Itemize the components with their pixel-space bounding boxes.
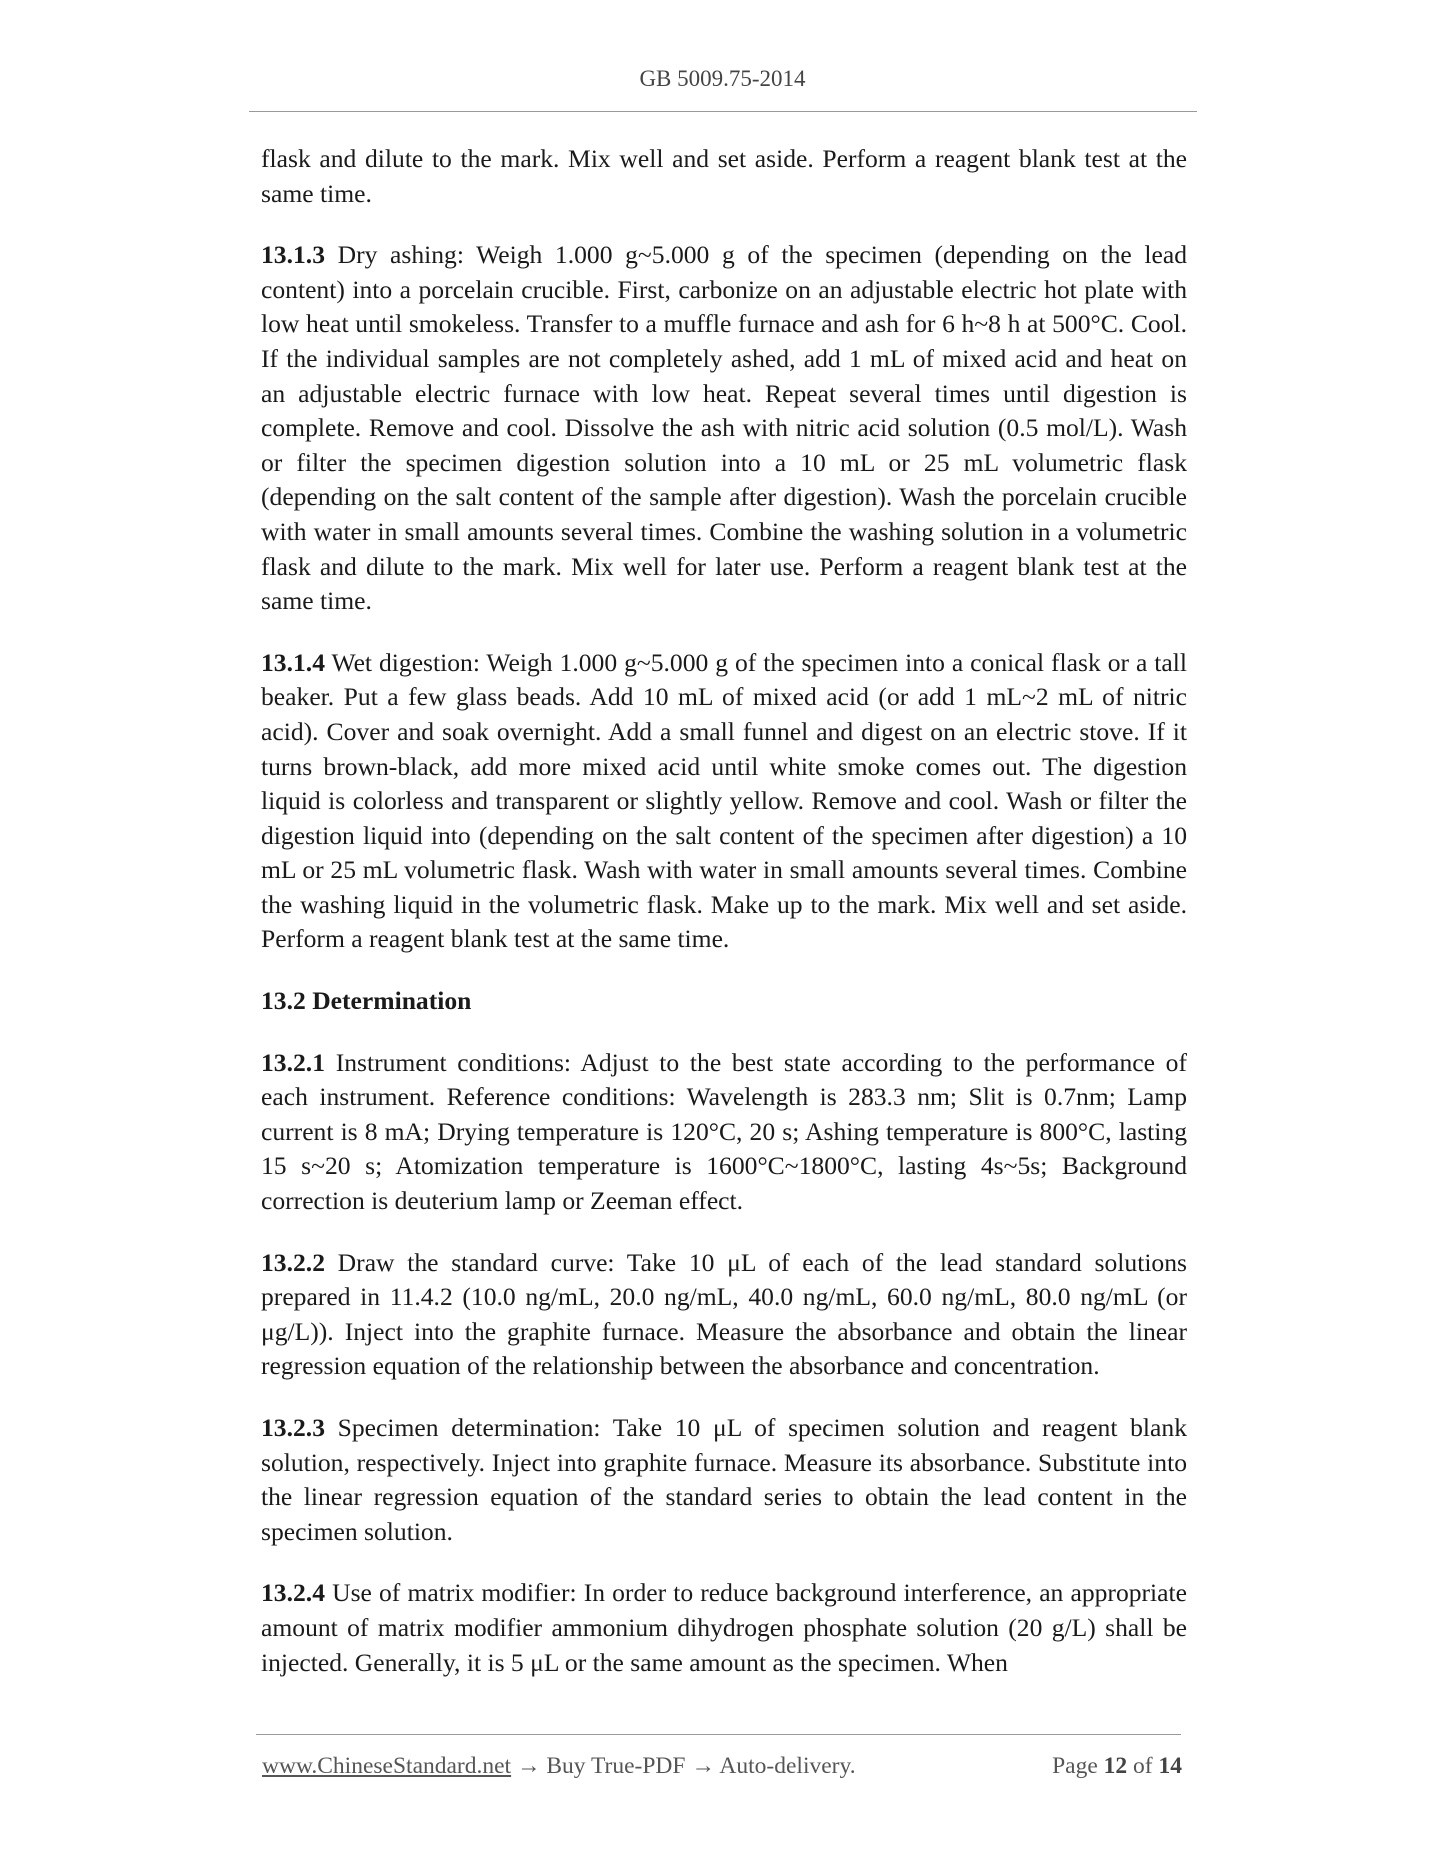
- page-footer: [262, 1753, 1182, 1787]
- footer-promo: [262, 1753, 856, 1780]
- current-page: 12: [1103, 1753, 1128, 1779]
- clause-13-1-3: [261, 238, 1187, 619]
- paragraph-text: Use of matrix modifier: In order to reduce background interference, an appropriate amount of matrix modifier ammonium dihydrogen phosphate solution (20 g/L) shall be injected. Generally, it is 5 μL or the same amount as the specimen. When: [261, 1578, 1187, 1677]
- document-code: GB 5009.75-2014: [639, 66, 806, 91]
- page-number: [1052, 1753, 1182, 1780]
- footer-divider: [256, 1734, 1181, 1735]
- page-of-label: of: [1133, 1753, 1153, 1779]
- website-link[interactable]: www.ChineseStandard.net: [262, 1753, 512, 1779]
- clause-number: 13.1.3: [261, 240, 325, 270]
- clause-13-1-4: [261, 646, 1187, 957]
- page-label: Page: [1052, 1753, 1098, 1779]
- paragraph-text: Instrument conditions: Adjust to the best state according to the performance of each instrument. Reference conditions: Wavelength is 283.3 nm; Slit is 0.7nm; Lamp current is 8 mA; Drying temperature is 120°C, 20 s; Ashing temperature is 800°C, lasting 15 s~20 s; Atomization temperature is 1600°C~1800°C, lasting 4s~5s; Background correction is deuterium lamp or Zeeman effect.: [261, 1047, 1187, 1216]
- clause-13-2-3: [261, 1411, 1187, 1549]
- clause-number: 13.2.3: [261, 1413, 325, 1442]
- clause-number: 13.2.1: [261, 1047, 325, 1077]
- buy-pdf-text: Buy True-PDF: [546, 1753, 686, 1779]
- paragraph-text: Dry ashing: Weigh 1.000 g~5.000 g of the specimen (depending on the lead content) into a porcelain crucible. First, carbonize on an adjustable electric hot plate with low heat until smokeless. Transfer to a muffle furnace and ash for 6 h~8 h at 500°C. Cool. If the individual samples are not completely ashed, add 1 mL of mixed acid and heat on an adjustable electric furnace with low heat. Repeat several times until digestion is complete. Remove and cool. Dissolve the ash with nitric acid solution (0.5 mol/L). Wash or filter the specimen digestion solution into a 10 mL or 25 mL volumetric flask (depending on the salt content of the sample after digestion). Wash the porcelain crucible with water in small amounts several times. Combine the washing solution in a volumetric flask and dilute to the mark. Mix well for later use. Perform a reagent blank test at the same time.: [261, 240, 1187, 616]
- paragraph-text: Wet digestion: Weigh 1.000 g~5.000 g of the specimen into a conical flask or a tall beaker. Put a few glass beads. Add 10 mL of mixed acid (or add 1 mL~2 mL of nitric acid). Cover and soak overnight. Add a small funnel and digest on an electric stove. If it turns brown-black, add more mixed acid until white smoke comes out. The digestion liquid is colorless and transparent or slightly yellow. Remove and cool. Wash or filter the digestion liquid into (depending on the salt content of the specimen after digestion) a 10 mL or 25 mL volumetric flask. Wash with water in small amounts several times. Combine the washing liquid in the volumetric flask. Make up to the mark. Mix well and set aside. Perform a reagent blank test at the same time.: [261, 647, 1187, 954]
- clause-13-2-2: [261, 1246, 1187, 1384]
- auto-delivery-text: Auto-delivery.: [719, 1753, 856, 1779]
- section-heading: 13.2 Determination: [261, 986, 472, 1016]
- paragraph-text: flask and dilute to the mark. Mix well and set aside. Perform a reagent blank test at the same time.: [261, 144, 1187, 208]
- paragraph-continuation: [261, 142, 1187, 211]
- clause-13-2-1: [261, 1046, 1187, 1219]
- clause-number: 13.2.4: [261, 1578, 325, 1608]
- clause-13-2-4: [261, 1576, 1187, 1680]
- paragraph-text: Draw the standard curve: Take 10 μL of each of the lead standard solutions prepared in 11.4.2 (10.0 ng/mL, 20.0 ng/mL, 40.0 ng/mL, 60.0 ng/mL, 80.0 ng/mL (or μg/L)). Inject into the graphite furnace. Measure the absorbance and obtain the linear regression equation of the relationship between the absorbance and concentration.: [261, 1247, 1187, 1381]
- arrow-right-icon: →: [516, 1753, 541, 1779]
- paragraph-text: Specimen determination: Take 10 μL of specimen solution and reagent blank solution, respectively. Inject into graphite furnace. Measure its absorbance. Substitute into the linear regression equation of the standard series to obtain the lead content in the specimen solution.: [261, 1413, 1187, 1546]
- page-body: [261, 142, 1187, 1707]
- total-pages: 14: [1158, 1753, 1182, 1779]
- header-divider: [249, 111, 1197, 112]
- arrow-right-icon: →: [691, 1753, 715, 1779]
- clause-number: 13.2.2: [261, 1247, 325, 1277]
- clause-number: 13.1.4: [261, 647, 325, 677]
